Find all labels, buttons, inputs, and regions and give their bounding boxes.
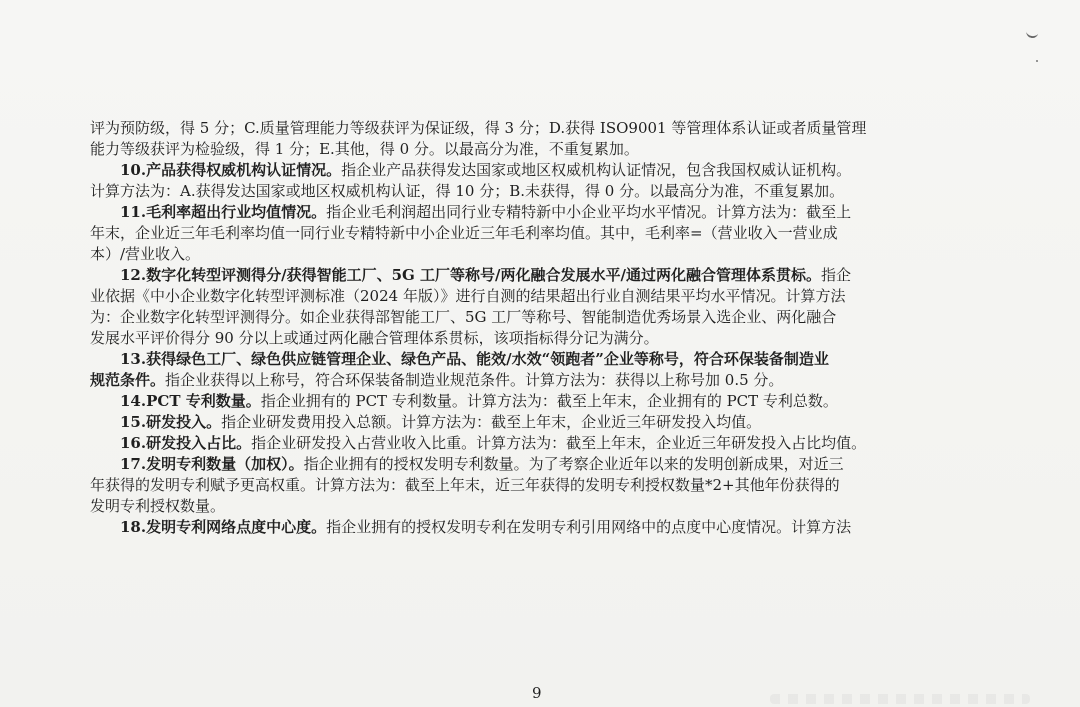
line-14-text: 指企业拥有的 PCT 专利数量。计算方法为：截至上年末，企业拥有的 PCT 专利总数。	[260, 392, 838, 410]
text-line-16	[90, 433, 990, 454]
line-1-text: 评为预防级，得 5 分；C.质量管理能力等级获评为保证级，得 3 分；D.获得 ISO9001 等管理体系认证或者质量管理	[90, 119, 867, 137]
text-line-15	[90, 412, 990, 433]
text-line-6	[90, 223, 990, 244]
line-20-heading: 18.发明专利网络点度中心度。	[120, 518, 327, 536]
line-9-text: 业依据《中小企业数字化转型评测标准（2024 年版）》进行自测的结果超出行业自测结果平均水平情况。计算方法	[90, 287, 846, 305]
line-11-text: 发展水平评价得分 90 分以上或通过两化融合管理体系贯标，该项指标得分记为满分。	[90, 329, 659, 347]
line-8-text: 指企	[821, 266, 852, 284]
line-8-heading: 12.数字化转型评测得分/获得智能工厂、5G 工厂等称号/两化融合发展水平/通过两化融合管理体系贯标。	[120, 266, 822, 284]
corner-mark-icon	[1025, 29, 1038, 39]
document-body	[90, 118, 990, 538]
page-number: 9	[532, 684, 542, 702]
text-line-9	[90, 286, 990, 307]
line-18-text: 年获得的发明专利赋予更高权重。计算方法为：截至上年末，近三年获得的发明专利授权数量*2+其他年份获得的	[90, 476, 840, 494]
watermark-strip	[770, 694, 1030, 704]
text-line-11	[90, 328, 990, 349]
text-line-7	[90, 244, 990, 265]
line-15-heading: 15.研发投入。	[120, 413, 222, 431]
line-10-text: 为：企业数字化转型评测得分。如企业获得部智能工厂、5G 工厂等称号、智能制造优秀场景入选企业、两化融合	[90, 308, 837, 326]
corner-dot-icon	[1036, 60, 1038, 62]
line-16-heading: 16.研发投入占比。	[120, 434, 252, 452]
text-line-19	[90, 496, 990, 517]
line-12-heading: 13.获得绿色工厂、绿色供应链管理企业、绿色产品、能效/水效“领跑者”企业等称号，符合环保装备制造业	[120, 350, 829, 368]
line-3-heading: 10.产品获得权威机构认证情况。	[120, 161, 342, 179]
text-line-18	[90, 475, 990, 496]
text-line-4	[90, 181, 990, 202]
line-16-text: 指企业研发投入占营业收入比重。计算方法为：截至上年末，企业近三年研发投入占比均值。	[251, 434, 867, 452]
line-15-text: 指企业研发费用投入总额。计算方法为：截至上年末，企业近三年研发投入均值。	[221, 413, 762, 431]
line-17-heading: 17.发明专利数量（加权）。	[120, 455, 304, 473]
line-19-text: 发明专利授权数量。	[90, 497, 226, 515]
text-line-1	[90, 118, 990, 139]
text-line-5	[90, 202, 990, 223]
line-2-text: 能力等级获评为检验级，得 1 分；E.其他，得 0 分。以最高分为准，不重复累加。	[90, 140, 639, 158]
text-line-10	[90, 307, 990, 328]
text-line-14	[90, 391, 990, 412]
text-line-17	[90, 454, 990, 475]
text-line-12	[90, 349, 990, 370]
line-7-text: 本）/营业收入。	[90, 245, 201, 263]
line-5-heading: 11.毛利率超出行业均值情况。	[120, 203, 327, 221]
line-17-text: 指企业拥有的授权发明专利数量。为了考察企业近年以来的发明创新成果，对近三	[303, 455, 844, 473]
text-line-3	[90, 160, 990, 181]
line-6-text: 年末，企业近三年毛利率均值一同行业专精特新中小企业近三年毛利率均值。其中，毛利率=（营业收入一营业成	[90, 224, 838, 242]
line-20-text: 指企业拥有的授权发明专利在发明专利引用网络中的点度中心度情况。计算方法	[326, 518, 852, 536]
text-line-20	[90, 517, 990, 538]
text-line-2	[90, 139, 990, 160]
line-13-heading: 规范条件。	[90, 371, 166, 389]
line-3-text: 指企业产品获得发达国家或地区权威机构认证情况，包含我国权威认证机构。	[341, 161, 852, 179]
text-line-8	[90, 265, 990, 286]
line-4-text: 计算方法为：A.获得发达国家或地区权威机构认证，得 10 分；B.未获得，得 0 分。以最高分为准，不重复累加。	[90, 182, 845, 200]
line-5-text: 指企业毛利润超出同行业专精特新中小企业平均水平情况。计算方法为：截至上	[326, 203, 852, 221]
line-13-text: 指企业获得以上称号，符合环保装备制造业规范条件。计算方法为：获得以上称号加 0.5 分。	[165, 371, 784, 389]
line-14-heading: 14.PCT 专利数量。	[120, 392, 261, 410]
text-line-13	[90, 370, 990, 391]
